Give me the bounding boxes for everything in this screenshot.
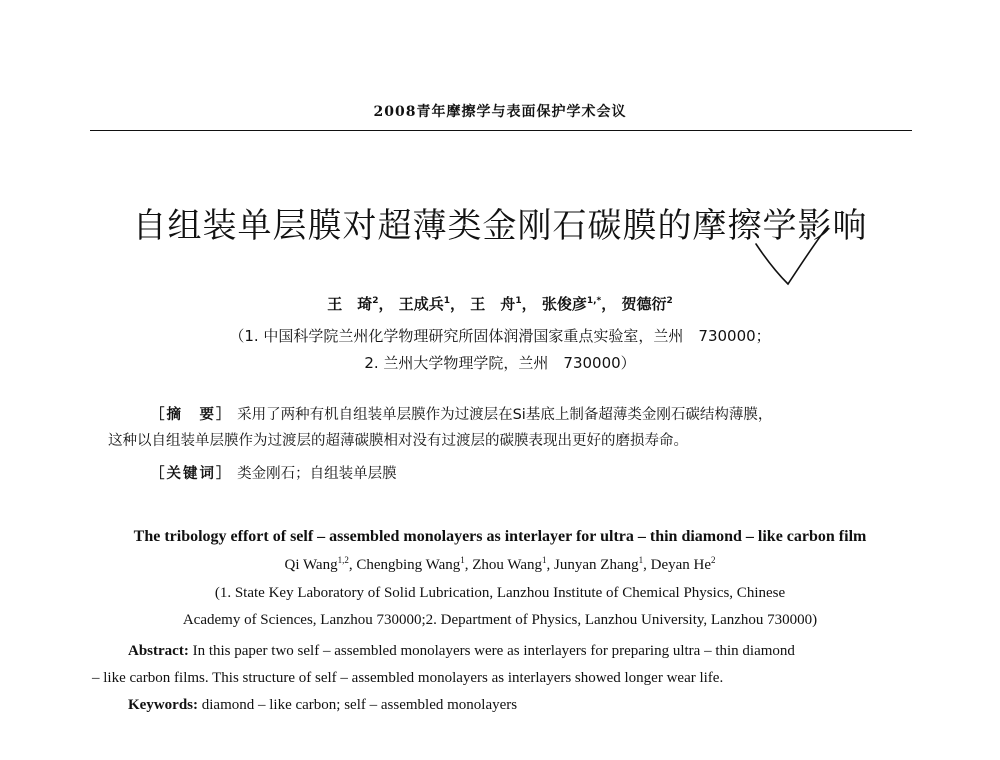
author-cn-2-affil: 1 — [443, 296, 451, 306]
abstract-cn-line1 — [108, 403, 918, 424]
handwritten-check-mark — [752, 222, 832, 288]
author-en-3-affil: 1 — [542, 555, 547, 565]
author-cn-3-affil: 1 — [515, 296, 522, 306]
authors-cn — [0, 293, 1000, 314]
author-en-4-affil: 1 — [638, 555, 644, 565]
author-en-2-affil: 1 — [460, 555, 465, 565]
author-en-2: Chengbing Wang — [356, 557, 461, 573]
header-rule — [90, 130, 912, 131]
abstract-en-text1: In this paper two self – assembled monolayers were as interlayers for preparing ultra – thin diamond — [192, 643, 795, 659]
author-cn-5: 贺德衍 — [621, 295, 667, 313]
affiliation-en-line2: Academy of Sciences, Lanzhou 730000;2. Department of Physics, Lanzhou University, Lanzhou 730000) — [182, 612, 818, 628]
abstract-en-line2: – like carbon films. This structure of self – assembled monolayers as interlayers showed longer wear life. — [92, 670, 724, 686]
abstract-en-line1 — [128, 643, 795, 660]
affiliation-en-line1: (1. State Key Laboratory of Solid Lubrication, Lanzhou Institute of Chemical Physics, Chinese — [214, 585, 786, 601]
author-cn-3: 王 舟 — [470, 295, 516, 313]
keywords-en-label: Keywords: — [128, 697, 198, 713]
author-cn-5-affil: 2 — [666, 296, 673, 306]
keywords-en — [128, 697, 517, 714]
author-cn-4-affil: 1,* — [586, 296, 602, 306]
author-en-4: Junyan Zhang — [554, 557, 639, 573]
author-en-1: Qi Wang — [284, 557, 338, 573]
paper-title-cn: 自组装单层膜对超薄类金刚石碳膜的摩擦学影响 — [132, 206, 868, 246]
author-sep: ， — [521, 295, 537, 313]
author-cn-2: 王成兵 — [398, 295, 444, 313]
affiliation-cn-line1: （1. 中国科学院兰州化学物理研究所固体润滑国家重点实验室，兰州 730000； — [229, 327, 771, 345]
author-sep: ， — [450, 295, 466, 313]
abstract-en-label: Abstract: — [128, 643, 189, 659]
keywords-cn — [150, 462, 397, 483]
author-sep: ， — [601, 295, 617, 313]
abstract-cn-text1: 采用了两种有机自组装单层膜作为过渡层在Si基底上制备超薄类金刚石碳结构薄膜， — [237, 407, 773, 423]
author-en-5-affil: 2 — [711, 555, 716, 565]
author-cn-1: 王 琦 — [327, 295, 373, 313]
abstract-cn-label: ［摘 要］ — [150, 407, 233, 423]
keywords-cn-text: 类金刚石；自组装单层膜 — [237, 466, 397, 482]
authors-en: Qi Wang$^{1,2}$, Chengbing Wang$^1$, Zhou Wang$^1$, Junyan Zhang$^1$, Deyan He$^2$ — [284, 555, 716, 573]
author-sep: ， — [378, 295, 394, 313]
author-cn-4: 张俊彦 — [541, 295, 587, 313]
keywords-en-text: diamond – like carbon; self – assembled monolayers — [201, 697, 518, 713]
paper-title-en: The tribology effort of self – assembled monolayers as interlayer for ultra – thin diamond – like carbon film — [133, 528, 867, 545]
running-header: 2008青年摩擦学与表面保护学术会议 — [373, 104, 627, 120]
author-en-3: Zhou Wang — [472, 557, 543, 573]
affiliation-cn-line2: 2. 兰州大学物理学院，兰州 730000） — [364, 354, 636, 372]
keywords-cn-label: ［关键词］ — [150, 466, 233, 482]
author-en-5: Deyan He — [650, 557, 711, 573]
author-cn-1-affil: 2 — [372, 296, 379, 306]
author-en-1-affil: 1,2 — [337, 555, 349, 565]
abstract-cn-line2: 这种以自组装单层膜作为过渡层的超薄碳膜相对没有过渡层的碳膜表现出更好的磨损寿命。 — [108, 433, 688, 449]
